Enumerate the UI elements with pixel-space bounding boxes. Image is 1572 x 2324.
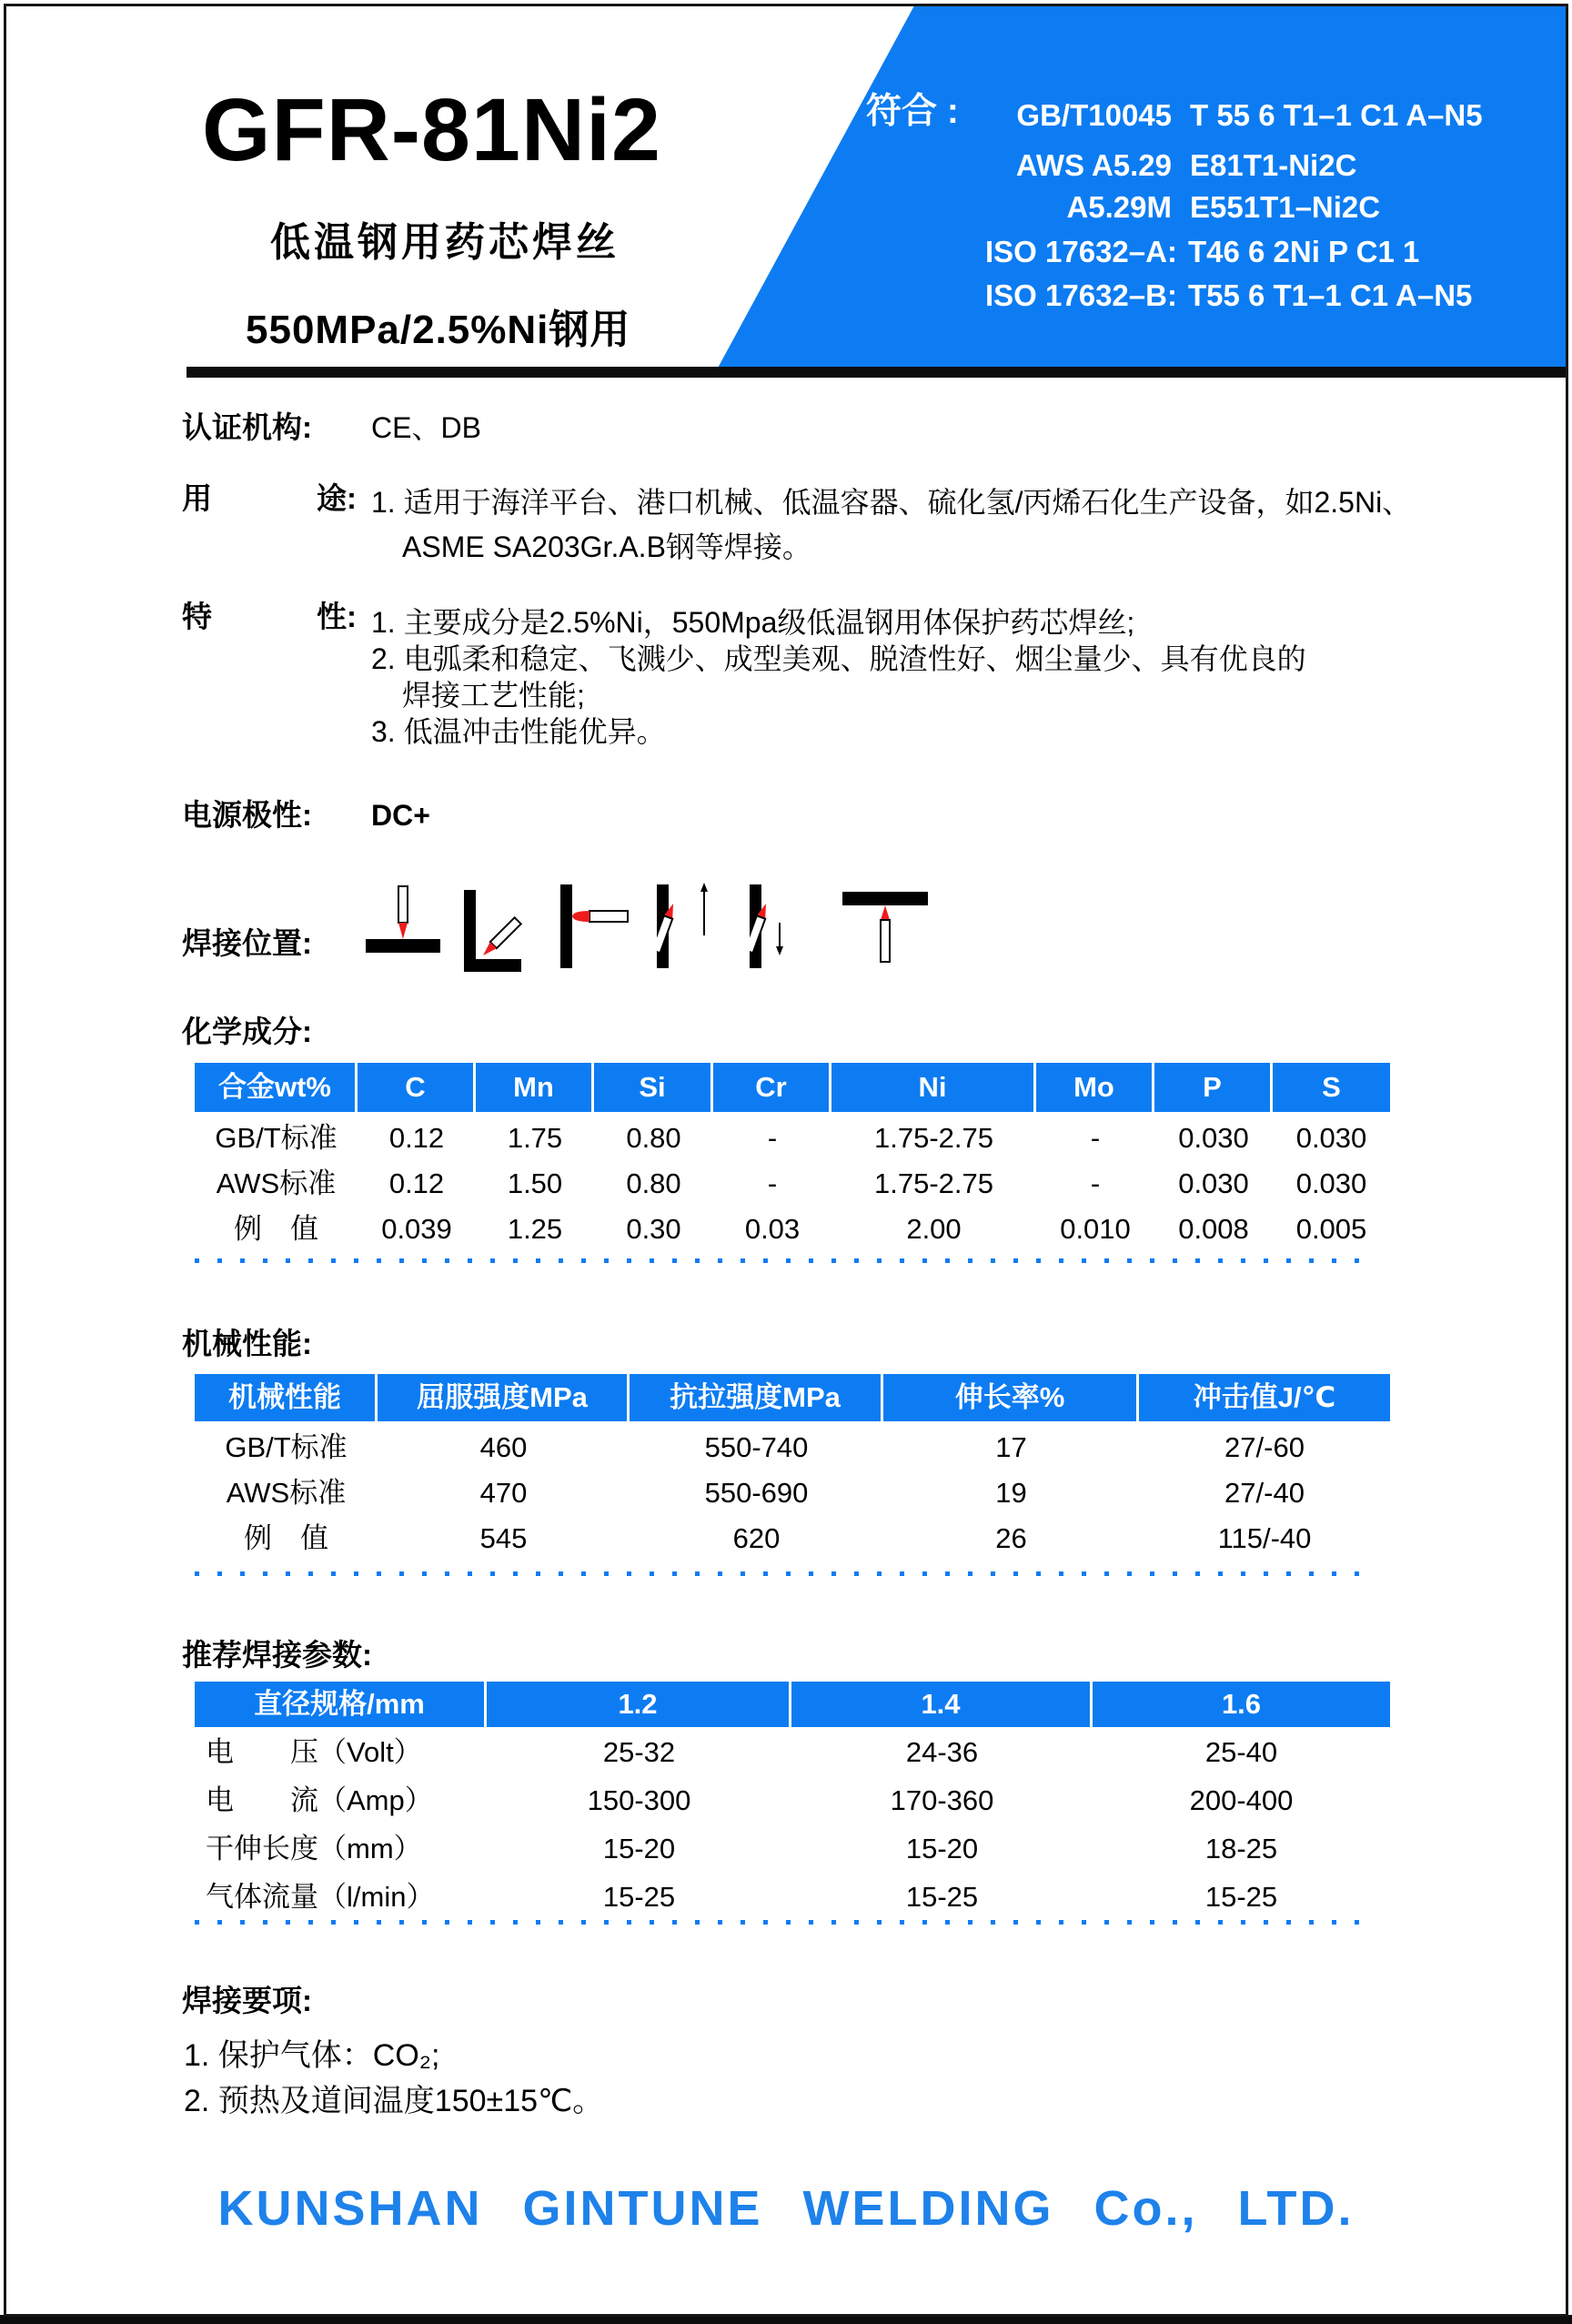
features-label-left: 特 [182,600,212,633]
cell: 0.12 [388,1122,445,1154]
cell: 550-690 [704,1477,809,1509]
parameters-header-row [195,1682,1390,1727]
row-label: GB/T标准 [225,1431,348,1463]
product-subtitle: 低温钢用药芯焊丝 [270,220,620,265]
cell: 545 [479,1522,528,1554]
column-header: Ni [831,1063,1036,1112]
polarity-label: 电源极性: [182,798,312,832]
cell: 0.030 [1295,1122,1367,1154]
notes-title: 焊接要项: [182,1984,312,2017]
standard-name: AWS A5.29 [1015,148,1172,182]
standard-name: A5.29M [1066,190,1172,224]
usage-label-left: 用 [182,481,212,515]
usage-text [371,480,1411,570]
polarity-value: DC+ [371,799,430,832]
cell: 1.75-2.75 [874,1167,993,1199]
features-label [182,599,357,635]
note-item: 2. 预热及道间温度150±15℃。 [184,2084,604,2118]
note-item: 1. 保护气体：CO₂; [184,2038,440,2073]
table-row [195,1516,1390,1561]
cell: 17 [995,1431,1027,1463]
cell: 0.03 [744,1213,801,1245]
row-label: 气体流量（l/min） [206,1881,435,1913]
row-label: 电 压（Volt） [206,1736,422,1768]
table-row [195,1873,1390,1921]
cell: 620 [732,1522,781,1554]
cell: 150-300 [587,1784,691,1816]
row-label: 例 值 [244,1522,328,1554]
product-title: GFR-81Ni2 [202,80,661,179]
standard-row [910,187,1380,227]
table-row [195,1207,1390,1252]
vertical-up-position-icon [657,881,726,972]
column-header: S [1273,1063,1390,1112]
cell: 460 [479,1431,528,1463]
cell: 1.50 [507,1167,563,1199]
cell: 15-25 [1204,1881,1278,1913]
welding-position-icons [366,881,928,972]
usage-label [182,480,357,517]
cell: 15-20 [602,1833,676,1864]
column-header: Mn [476,1063,594,1112]
cell: 0.039 [381,1213,452,1245]
cell: 200-400 [1189,1784,1294,1816]
parameters-title: 推荐焊接参数: [182,1638,372,1672]
notes-list [184,2033,603,2124]
standard-name: GB/T10045 [1016,98,1172,132]
parameters-table [195,1682,1390,1727]
column-header: 1.6 [1093,1682,1390,1727]
header-divider-bar [186,367,1567,378]
standard-name: ISO 17632–A: [985,235,1177,268]
parameters-table-body [195,1728,1390,1921]
cell: 15-25 [905,1881,979,1913]
cell: 27/-60 [1224,1431,1305,1463]
column-header: 伸长率% [883,1374,1139,1421]
row-label: 例 值 [234,1213,318,1245]
column-header: P [1154,1063,1273,1112]
cell: 25-32 [602,1736,676,1768]
chemistry-header-row [195,1063,1390,1112]
corner-position-icon [464,881,537,972]
standard-name: ISO 17632–B: [985,278,1177,312]
column-header: 机械性能 [195,1374,378,1421]
row-label: GB/T标准 [215,1122,338,1154]
feature-line: 1. 主要成分是2.5%Ni，550Mpa级低温钢用体保护药芯焊丝; [371,606,1135,639]
row-label: AWS标准 [216,1167,337,1199]
table-row [195,1728,1390,1776]
certification-value: CE、DB [371,411,481,444]
table-row [195,1824,1390,1873]
cell: 0.80 [626,1167,681,1199]
standard-class: T 55 6 T1–1 C1 A–N5 [1190,98,1483,132]
cell: - [767,1167,778,1199]
cell: 115/-40 [1217,1522,1312,1554]
cell: - [1090,1122,1101,1154]
compliance-label: 符合 : [866,92,959,131]
cell: 0.80 [626,1122,681,1154]
company-name: KUNSHAN GINTUNE WELDING Co., LTD. [217,2181,1355,2236]
cell: 26 [995,1522,1027,1554]
cell: 1.75-2.75 [874,1122,993,1154]
column-header: Si [594,1063,713,1112]
product-application: 550MPa/2.5%Ni钢用 [246,308,631,352]
cell: 170-360 [890,1784,994,1816]
row-label: 干伸长度（mm） [206,1833,422,1864]
cell: 0.030 [1295,1167,1367,1199]
table-row [195,1116,1390,1161]
column-header: C [358,1063,476,1112]
column-header: 冲击值J/℃ [1139,1374,1390,1421]
standard-class: T46 6 2Ni P C1 1 [1187,235,1420,268]
cell: 470 [479,1477,528,1509]
row-label: AWS标准 [226,1477,347,1509]
cell: 15-25 [602,1881,676,1913]
column-header: 抗拉强度MPa [630,1374,883,1421]
cell: 15-20 [905,1833,979,1864]
cell: - [1090,1167,1101,1199]
cell: 0.30 [626,1213,681,1245]
cell: 550-740 [704,1431,809,1463]
column-header: 屈服强度MPa [378,1374,630,1421]
cell: 0.030 [1178,1167,1249,1199]
column-header: Mo [1036,1063,1154,1112]
vertical-down-position-icon [750,881,819,972]
cell: 2.00 [906,1213,962,1245]
flat-position-icon [366,881,440,972]
features-label-right: 性: [317,600,357,633]
horizontal-position-icon [560,881,633,972]
cell: 27/-40 [1224,1477,1305,1509]
dotted-separator [195,1920,1365,1925]
standard-row [985,276,1472,316]
cell: 0.005 [1295,1213,1367,1245]
overhead-position-icon [842,881,928,972]
dotted-separator [195,1571,1365,1576]
standard-class: E81T1-Ni2C [1190,148,1357,182]
cell: 18-25 [1204,1833,1278,1864]
mechanical-title: 机械性能: [182,1327,312,1360]
table-row [195,1425,1390,1470]
features-text [371,604,1306,750]
bottom-bar [0,2315,1572,2324]
feature-line: 2. 电弧柔和稳定、飞溅少、成型美观、脱渣性好、烟尘量少、具有优良的 [371,642,1306,675]
cell: 24-36 [905,1736,979,1768]
cell: 1.25 [507,1213,563,1245]
mechanical-header-row [195,1374,1390,1421]
standard-row [985,232,1419,272]
standard-class: T55 6 T1–1 C1 A–N5 [1187,278,1473,312]
column-header: 1.4 [791,1682,1093,1727]
column-header: 直径规格/mm [195,1682,487,1727]
cell: 0.010 [1060,1213,1131,1245]
feature-line: 3. 低温冲击性能优异。 [371,715,666,748]
mechanical-table [195,1374,1390,1421]
cell: 0.12 [388,1167,445,1199]
mechanical-table-body [195,1425,1390,1561]
chemistry-title: 化学成分: [182,1015,312,1048]
dotted-separator [195,1258,1365,1263]
chemistry-table [195,1063,1390,1112]
cell: - [767,1122,778,1154]
cell: 1.75 [507,1122,563,1154]
chemistry-table-body [195,1116,1390,1252]
row-label: 电 流（Amp） [206,1784,433,1816]
cell: 25-40 [1204,1736,1278,1768]
certification-label: 认证机构: [182,410,312,444]
usage-line: 1. 适用于海洋平台、港口机械、低温容器、硫化氢/丙烯石化生产设备，如2.5Ni、 [371,486,1412,519]
usage-label-right: 途: [317,481,357,515]
table-row [195,1470,1390,1516]
usage-line: ASME SA203Gr.A.B钢等焊接。 [402,530,811,563]
standard-class: E551T1–Ni2C [1190,190,1381,224]
feature-line: 焊接工艺性能; [402,679,585,712]
standard-row [910,96,1483,136]
standard-row [910,146,1356,186]
table-row [195,1776,1390,1824]
cell: 0.030 [1178,1122,1249,1154]
table-row [195,1161,1390,1207]
column-header: Cr [713,1063,831,1112]
cell: 19 [995,1477,1027,1509]
welding-position-label: 焊接位置: [182,926,312,960]
column-header: 1.2 [487,1682,791,1727]
cell: 0.008 [1178,1213,1249,1245]
column-header: 合金wt% [195,1063,358,1112]
